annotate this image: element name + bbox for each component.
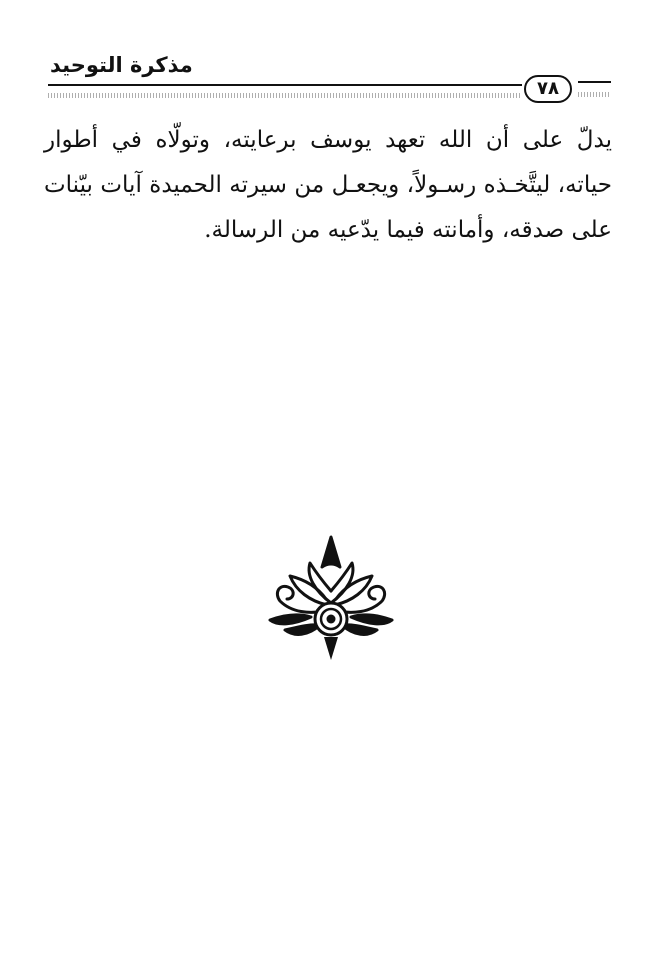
body-paragraph: يدلّ على أن الله تعهد يوسف برعايته، وتولّاه في أطوار حياته، ليتَّخـذه رسـولاً، ويجعـل من سيرته الحميدة آيات بيّنات على صدقه، وأمانته فيما يدّعيه من الرسالة. bbox=[44, 127, 612, 243]
header-rule-right bbox=[578, 81, 611, 83]
header-dotted-rule bbox=[48, 93, 522, 98]
page-header bbox=[0, 0, 657, 110]
page-number: ٧٨ bbox=[524, 75, 572, 103]
header-dotted-rule-right bbox=[578, 92, 611, 97]
floral-lotus-ornament-icon bbox=[266, 533, 396, 661]
book-title: مذكرة التوحيد bbox=[50, 53, 193, 77]
header-rule bbox=[48, 84, 522, 86]
body-text bbox=[44, 118, 612, 253]
